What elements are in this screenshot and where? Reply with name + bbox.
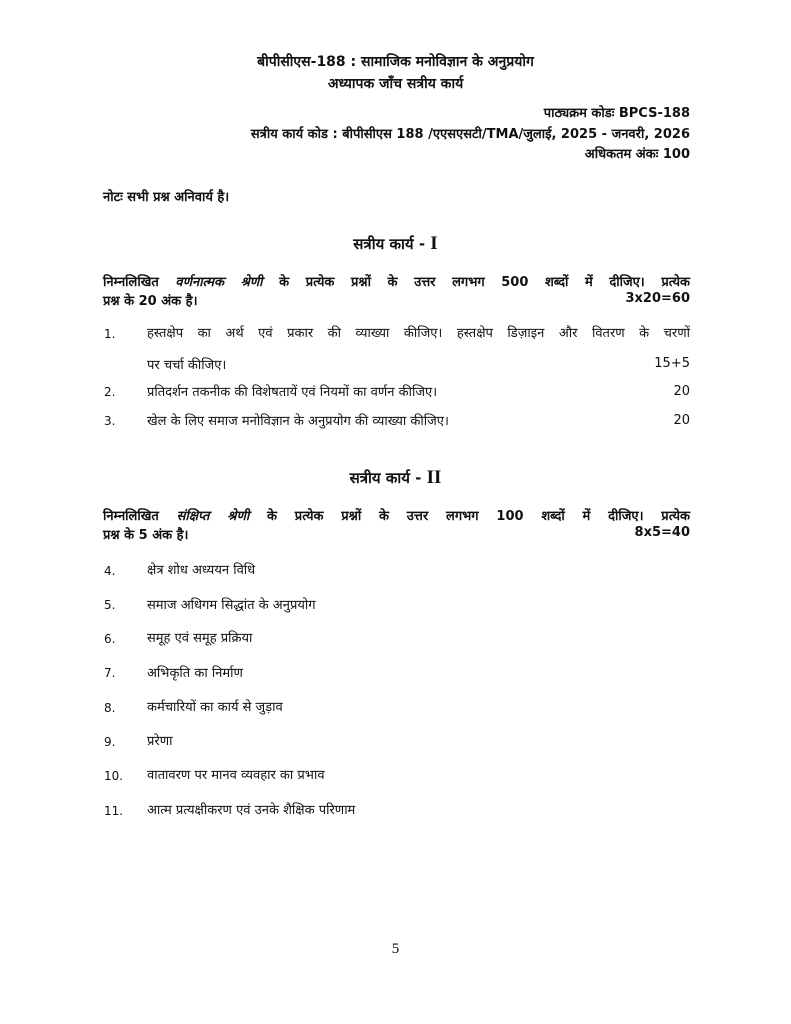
section-2-instr-italic: संक्षिप्त श्रेणी [176,509,250,524]
question-text-continued: पर चर्चा कीजिए। [147,358,227,373]
section-1-instruction-line2: प्रश्न के 20 अंक है। [103,294,198,309]
question-text: समाज अधिगम सिद्धांत के अनुप्रयोग [147,598,316,613]
question-number: 4. [104,564,116,578]
section-2-instr-after: के प्रत्येक प्रश्नों के उत्तर लगभग 100 शब्दों में दीजिए। प्रत्येक [267,509,691,524]
question-number: 10. [104,769,124,783]
question-text: हस्तक्षेप का अर्थ एवं प्रकार की व्याख्या कीजिए। हस्तक्षेप डिज़ाइन और वितरण के चरणों [147,326,690,341]
section-2-title-prefix: सत्रीय कार्य - [349,469,422,487]
question-number: 6. [104,632,116,646]
section-2-instruction-line2: प्रश्न के 5 अंक है। [103,528,189,543]
section-1-instr-italic: वर्णनात्मक श्रेणी [175,275,263,290]
question-text: कर्मचारियों का कार्य से जुड़ाव [147,700,283,715]
question-text: खेल के लिए समाज मनोविज्ञान के अनुप्रयोग की व्याख्या कीजिए। [147,414,449,429]
course-code: पाठ्यक्रम कोडः BPCS-188 [543,106,690,121]
section-2-title-roman: II [426,467,442,488]
question-number: 5. [104,598,116,612]
question-number: 3. [104,414,116,428]
max-marks: अधिकतम अंकः 100 [584,147,690,162]
section-2-instruction [103,506,690,524]
section-2-instr-before: निम्नलिखित [103,509,159,524]
section-1-title [0,233,791,255]
question-marks: 20 [673,384,690,399]
section-1-instr-before: निम्नलिखित [103,275,159,290]
question-text: आत्म प्रत्यक्षीकरण एवं उनके शैक्षिक परिणाम [147,803,356,818]
question-text: प्रतिदर्शन तकनीक की विशेषतायें एवं नियमों का वर्णन कीजिए। [147,385,438,400]
section-1-instr-after: के प्रत्येक प्रश्नों के उत्तर लगभग 500 शब्दों में दीजिए। प्रत्येक [279,275,691,290]
question-number: 8. [104,701,116,715]
question-number: 9. [104,735,116,749]
question-number: 11. [104,804,124,818]
section-2-marks-scheme: 8x5=40 [634,525,690,540]
question-text: समूह एवं समूह प्रक्रिया [147,631,253,646]
question-number: 1. [104,327,116,341]
document-title: बीपीसीएस-188 : सामाजिक मनोविज्ञान के अनुप्रयोग [257,54,534,70]
assignment-code: सत्रीय कार्य कोड : बीपीसीएस 188 /एएसएसटी/TMA/जुलाई, 2025 - जनवरी, 2026 [250,127,690,142]
section-1-title-roman: I [430,233,438,254]
question-text: वातावरण पर मानव व्यवहार का प्रभाव [147,768,325,783]
question-number: 2. [104,385,116,399]
question-text: प्ररेणा [147,734,173,749]
question-number: 7. [104,666,116,680]
question-text: क्षेत्र शोध अध्ययन विधि [147,563,256,578]
question-marks: 20 [673,413,690,428]
page-number: 5 [391,941,400,957]
question-text: अभिकृति का निर्माण [147,666,243,681]
note: नोटः सभी प्रश्न अनिवार्य है। [103,190,230,205]
section-1-marks-scheme: 3x20=60 [625,291,690,306]
section-2-title [0,467,791,489]
document-subtitle: अध्यापक जाँच सत्रीय कार्य [327,76,464,92]
section-1-instruction [103,272,690,290]
question-marks: 15+5 [654,356,690,371]
section-1-title-prefix: सत्रीय कार्य - [353,235,426,253]
